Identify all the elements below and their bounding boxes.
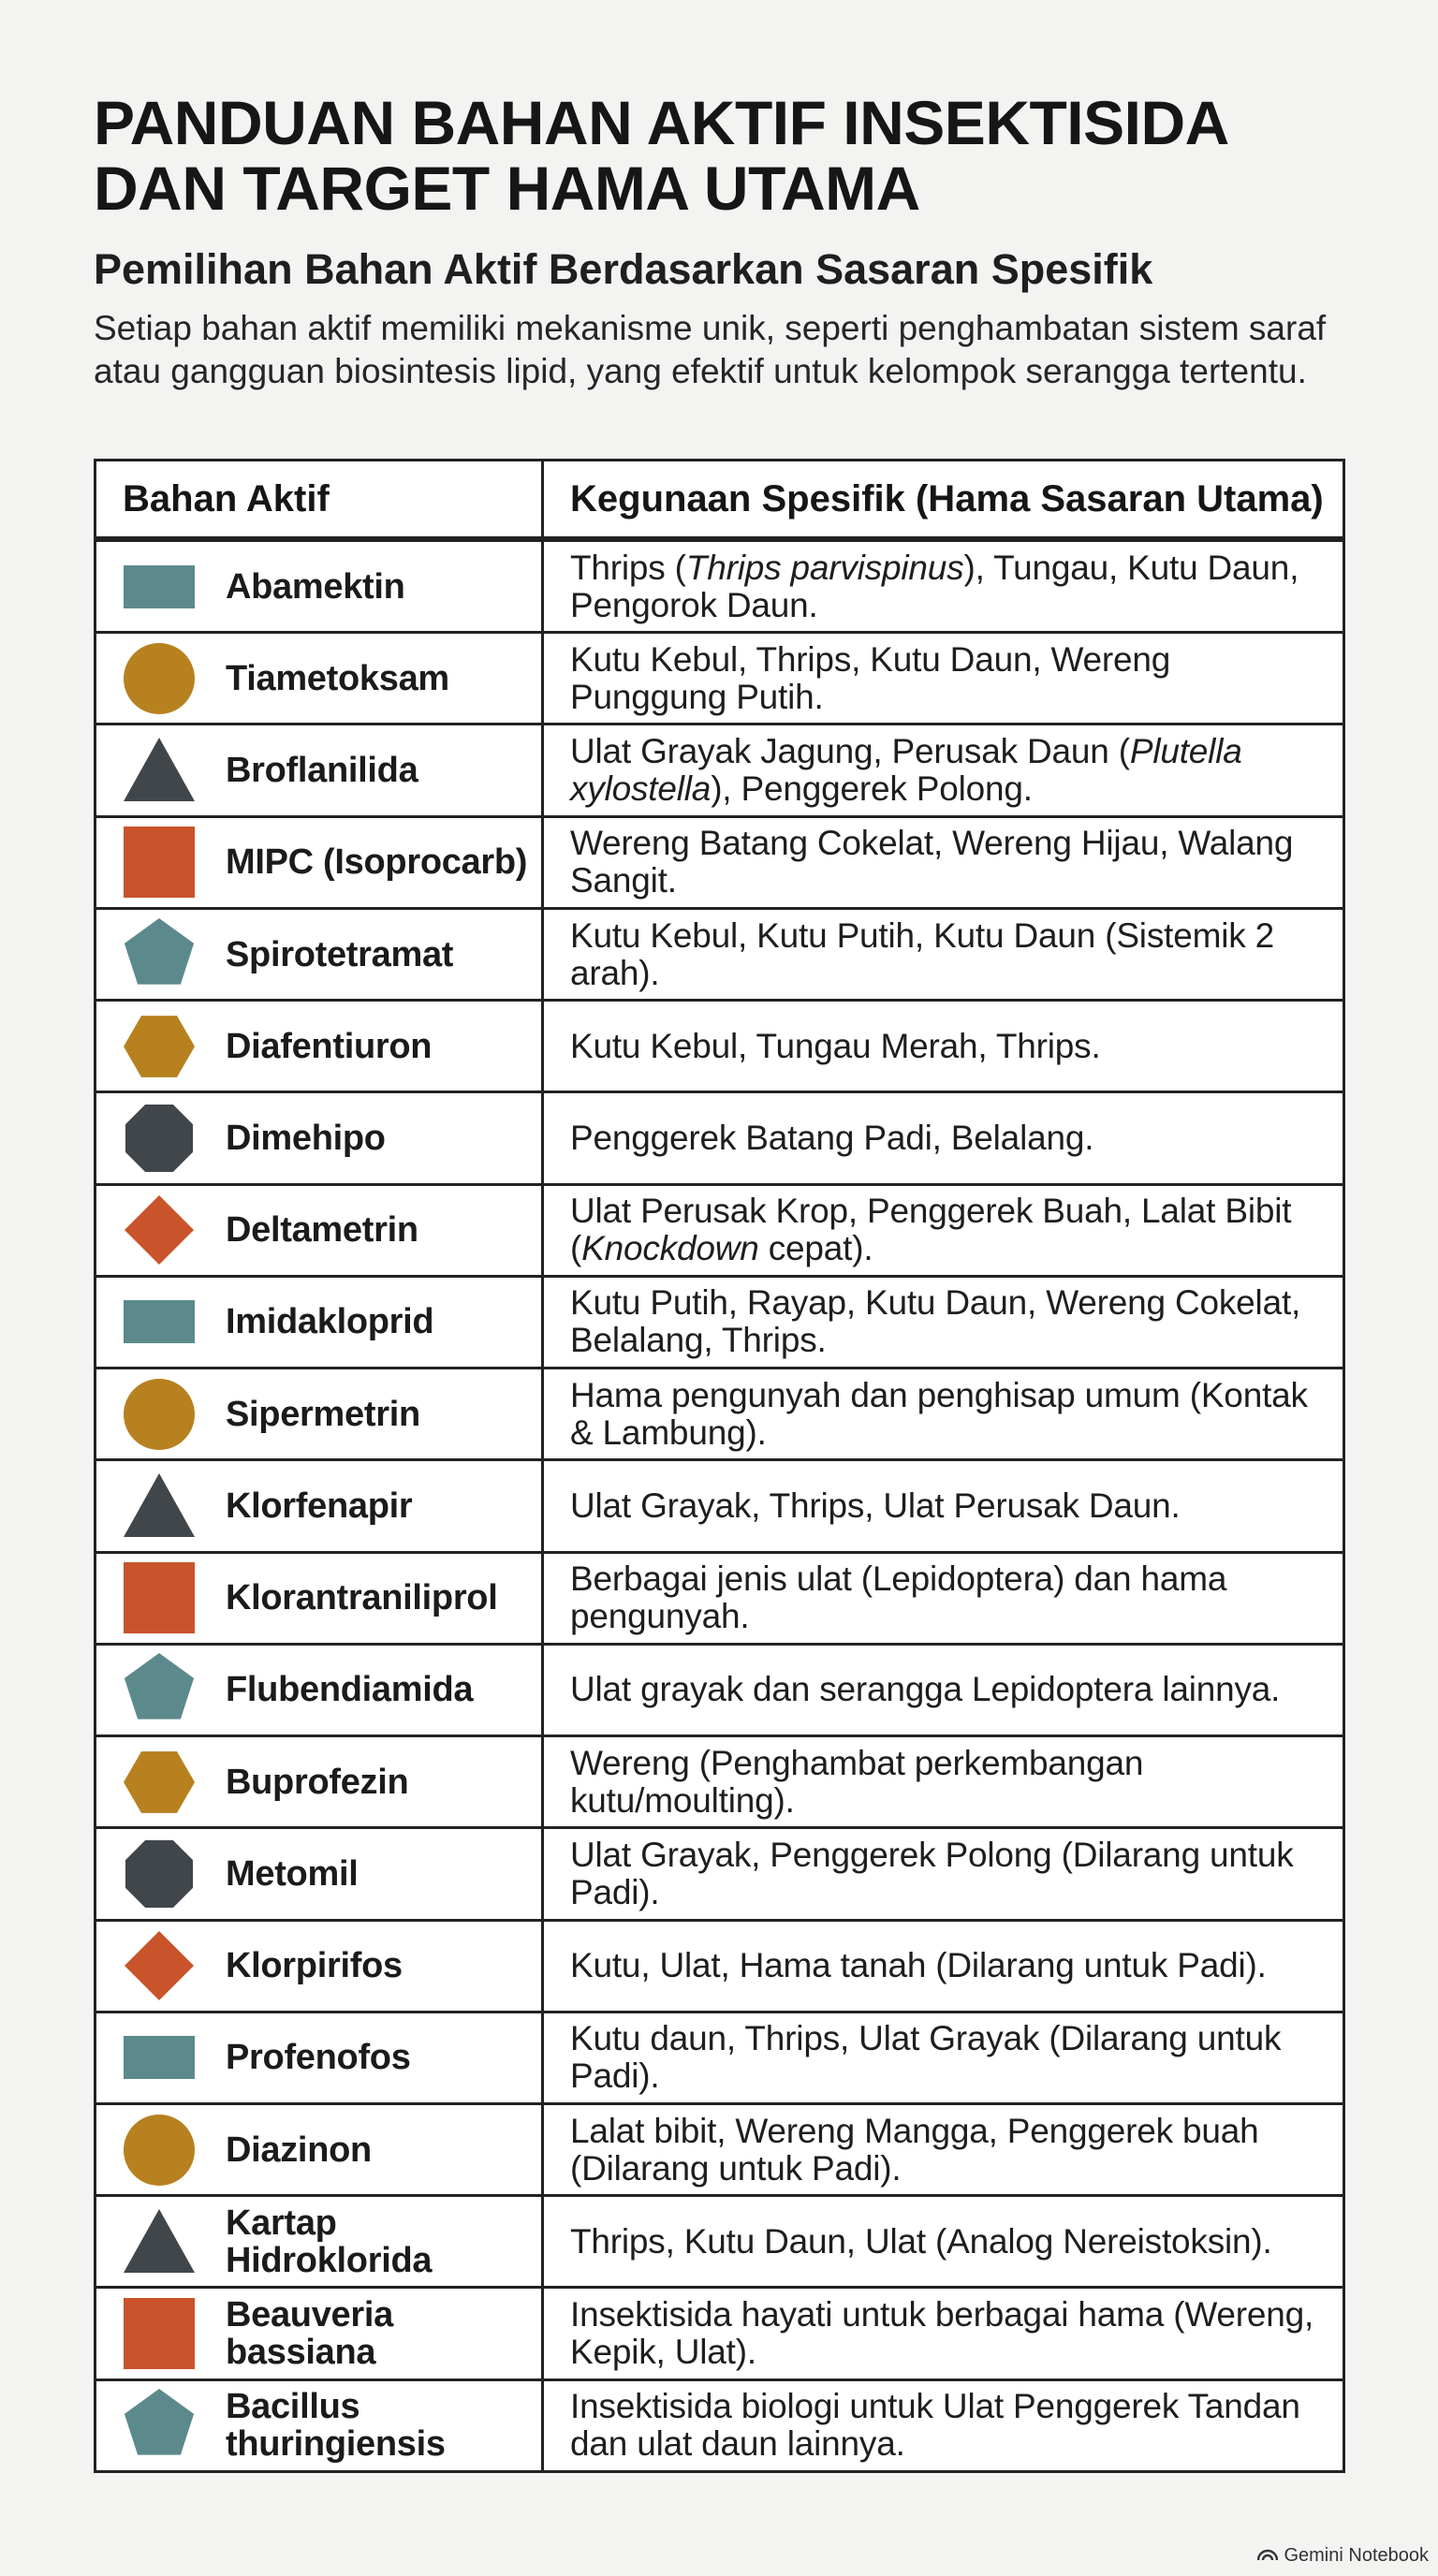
specific-use-cell [544,2381,1343,2470]
specific-use-text [570,1028,1101,1065]
active-ingredient-name: Profenofos [226,2038,411,2078]
active-ingredient-cell [96,1369,544,1458]
circle-gold-icon [123,642,196,715]
active-ingredient-name: Kartap Hidroklorida [226,2203,433,2280]
active-ingredient-cell [96,1922,544,2011]
specific-use-cell [544,1554,1343,1643]
use-segment: Thrips, Kutu Daun, Ulat (Analog Nereistoksin). [570,2221,1272,2261]
active-ingredient-cell [96,634,544,723]
active-ingredient-name: Diazinon [226,2130,372,2170]
specific-use-cell [544,2013,1343,2102]
active-ingredient-cell [96,1829,544,1918]
specific-use-text [570,1947,1267,1984]
header-active-ingredient: Bahan Aktif [96,461,544,536]
table-row [96,1002,1343,1093]
triangle-charcoal-icon [123,2205,196,2278]
use-segment: Kutu daun, Thrips, Ulat Grayak (Dilarang untuk Padi). [570,2019,1282,2096]
use-segment: Wereng Batang Cokelat, Wereng Hijau, Walang Sangit. [570,824,1294,900]
active-ingredient-name: Dimehipo [226,1119,386,1159]
table-row [96,1554,1343,1646]
rectangle-teal-icon [123,2021,196,2094]
table-body [96,542,1343,2470]
active-ingredient-name: Beauveria bassiana [226,2295,393,2373]
use-segment: ), Penggerek Polong. [711,769,1033,809]
header-specific-use: Kegunaan Spesifik (Hama Sasaran Utama) [570,477,1324,520]
active-ingredient-name: Klorpirifos [226,1946,403,1986]
table-row [96,1829,1343,1921]
active-ingredient-cell [96,1278,544,1367]
active-ingredient-name: Abamektin [226,566,405,607]
use-segment: Kutu Putih, Rayap, Kutu Daun, Wereng Cokelat, Belalang, Thrips. [570,1283,1301,1360]
active-ingredient-name: MIPC (Isoprocarb) [226,842,528,883]
pentagon-teal-icon [123,2389,196,2462]
specific-use-cell [544,2105,1343,2194]
active-ingredient-name: Buprofezin [226,1762,409,1802]
active-ingredient-name: Bacillus thuringiensis [226,2387,446,2465]
table-row [96,1922,1343,2013]
use-segment: Hama pengunyah dan penghisap umum (Kontak & Lambung). [570,1375,1308,1452]
specific-use-text [570,1487,1181,1525]
square-rust-icon [123,1561,196,1634]
triangle-charcoal-icon [123,734,196,807]
specific-use-cell [544,1829,1343,1918]
page-subtitle: Pemilihan Bahan Aktif Berdasarkan Sasaran Spesifik [94,245,1153,293]
italic-term: Plutella xylostella [570,732,1242,809]
active-ingredient-name: Tiametoksam [226,658,449,698]
specific-use-cell [544,1278,1343,1367]
active-ingredient-cell [96,2289,544,2378]
triangle-charcoal-icon [123,1470,196,1543]
active-ingredient-name: Spirotetramat [226,934,454,974]
use-segment: Ulat grayak dan serangga Lepidoptera lainnya. [570,1670,1281,1709]
page-title [94,90,1367,221]
pentagon-teal-icon [123,1653,196,1726]
octagon-charcoal-icon [123,1102,196,1175]
footer [1257,2545,1429,2567]
specific-use-cell [544,1922,1343,2011]
active-ingredient-cell [96,2105,544,2194]
square-rust-icon [123,826,196,899]
square-rust-icon [123,2297,196,2370]
active-ingredient-name: Klorantraniliprol [226,1578,498,1618]
use-segment: Lalat bibit, Wereng Mangga, Penggerek buah (Dilarang untuk Padi). [570,2111,1259,2188]
table-row [96,1369,1343,1461]
use-segment: Wereng (Penghambat perkembangan kutu/moulting). [570,1743,1144,1820]
use-segment: Kutu Kebul, Thrips, Kutu Daun, Wereng Punggung Putih. [570,639,1171,716]
table-row [96,910,1343,1002]
active-ingredient-name: Broflanilida [226,751,418,791]
active-ingredient-cell [96,2013,544,2102]
active-ingredient-cell [96,1554,544,1643]
specific-use-text [570,917,1333,992]
rectangle-teal-icon [123,550,196,623]
table-row [96,2197,1343,2289]
table-header [96,461,1343,542]
table-row [96,2013,1343,2105]
diamond-rust-icon [123,1193,196,1266]
specific-use-text [570,825,1333,900]
active-ingredient-name: Deltametrin [226,1210,418,1251]
use-segment: Ulat Grayak, Thrips, Ulat Perusak Daun. [570,1486,1181,1525]
table-row [96,818,1343,910]
table-row [96,2105,1343,2197]
specific-use-text [570,2020,1333,2095]
specific-use-cell [544,634,1343,723]
use-segment: Kutu Kebul, Kutu Putih, Kutu Daun (Sistemik 2 arah). [570,915,1274,992]
table-row [96,1186,1343,1278]
circle-gold-icon [123,2114,196,2187]
active-ingredient-name: Diafentiuron [226,1026,433,1066]
specific-use-text [570,2296,1333,2371]
specific-use-cell [544,725,1343,814]
active-ingredient-cell [96,725,544,814]
specific-use-cell [544,542,1343,631]
active-ingredient-cell [96,1186,544,1275]
specific-use-text [570,1671,1280,1708]
specific-use-text [570,1120,1093,1157]
active-ingredient-cell [96,1646,544,1734]
specific-use-cell [544,1646,1343,1734]
active-ingredient-name: Klorfenapir [226,1486,413,1526]
use-segment: Kutu Kebul, Tungau Merah, Thrips. [570,1026,1101,1065]
specific-use-cell [544,2197,1343,2286]
use-segment: Ulat Grayak Jagung, Perusak Daun ( [570,732,1130,771]
table-row [96,634,1343,725]
table-row [96,2289,1343,2380]
specific-use-text [570,733,1333,808]
header [94,90,1367,393]
insecticide-table [94,459,1345,2473]
hexagon-gold-icon [123,1010,196,1083]
title-line-1: PANDUAN BAHAN AKTIF INSEKTISIDA [94,88,1229,157]
specific-use-text [570,1745,1333,1820]
active-ingredient-cell [96,910,544,999]
italic-term: Thrips parvispinus [685,548,964,587]
specific-use-text [570,1193,1333,1267]
gemini-notebook-icon [1257,2545,1278,2567]
diamond-rust-icon [123,1929,196,2002]
active-ingredient-name: Sipermetrin [226,1394,420,1434]
circle-gold-icon [123,1378,196,1451]
use-segment: Penggerek Batang Padi, Belalang. [570,1119,1094,1158]
use-segment: Kutu, Ulat, Hama tanah (Dilarang untuk Padi). [570,1946,1267,1985]
use-segment: cepat). [758,1229,873,1268]
active-ingredient-name: Flubendiamida [226,1670,474,1710]
table-row [96,1278,1343,1369]
hexagon-gold-icon [123,1746,196,1819]
specific-use-cell [544,1093,1343,1182]
specific-use-text [570,2223,1272,2261]
active-ingredient-cell [96,1002,544,1090]
octagon-charcoal-icon [123,1837,196,1910]
rectangle-teal-icon [123,1285,196,1358]
specific-use-cell [544,910,1343,999]
active-ingredient-name: Metomil [226,1853,359,1894]
use-segment: Berbagai jenis ulat (Lepidoptera) dan hama pengunyah. [570,1559,1227,1636]
use-segment: Insektisida biologi untuk Ulat Penggerek Tandan dan ulat daun lainnya. [570,2387,1300,2464]
active-ingredient-cell [96,1461,544,1550]
specific-use-cell [544,2289,1343,2378]
specific-use-text [570,641,1333,716]
table-row [96,725,1343,817]
specific-use-cell [544,1002,1343,1090]
active-ingredient-cell [96,818,544,907]
use-segment: Thrips ( [570,548,686,587]
active-ingredient-name: Imidakloprid [226,1302,434,1342]
specific-use-cell [544,1186,1343,1275]
page-description: Setiap bahan aktif memiliki mekanisme unik, seperti penghambatan sistem saraf atau gangguan biosintesis lipid, yang efektif untuk kelompok serangga tertentu. [94,309,1327,390]
active-ingredient-cell [96,1737,544,1826]
specific-use-cell [544,1737,1343,1826]
table-row [96,1737,1343,1829]
specific-use-text [570,2388,1333,2463]
use-segment: ), Tungau, Kutu Daun, Pengorok Daun. [570,548,1299,624]
specific-use-text [570,2113,1333,2188]
italic-term: Knockdown [581,1229,759,1268]
active-ingredient-cell [96,2197,544,2286]
specific-use-cell [544,818,1343,907]
specific-use-text [570,549,1333,624]
footer-label: Gemini Notebook [1284,2545,1429,2566]
use-segment: Ulat Grayak, Penggerek Polong (Dilarang untuk Padi). [570,1835,1294,1911]
table-row [96,1646,1343,1737]
title-line-2: DAN TARGET HAMA UTAMA [94,154,920,223]
specific-use-text [570,1284,1333,1359]
specific-use-cell [544,1369,1343,1458]
table-row [96,1461,1343,1553]
active-ingredient-cell [96,1093,544,1182]
use-segment: Ulat Perusak Krop, Penggerek Buah, Lalat Bibit ( [570,1192,1292,1268]
specific-use-text [570,1377,1333,1452]
specific-use-text [570,1837,1333,1911]
specific-use-text [570,1560,1333,1635]
use-segment: Insektisida hayati untuk berbagai hama (Wereng, Kepik, Ulat). [570,2295,1314,2372]
specific-use-cell [544,1461,1343,1550]
table-row [96,2381,1343,2470]
pentagon-teal-icon [123,918,196,991]
active-ingredient-cell [96,2381,544,2470]
table-row [96,542,1343,634]
table-row [96,1093,1343,1185]
active-ingredient-cell [96,542,544,631]
